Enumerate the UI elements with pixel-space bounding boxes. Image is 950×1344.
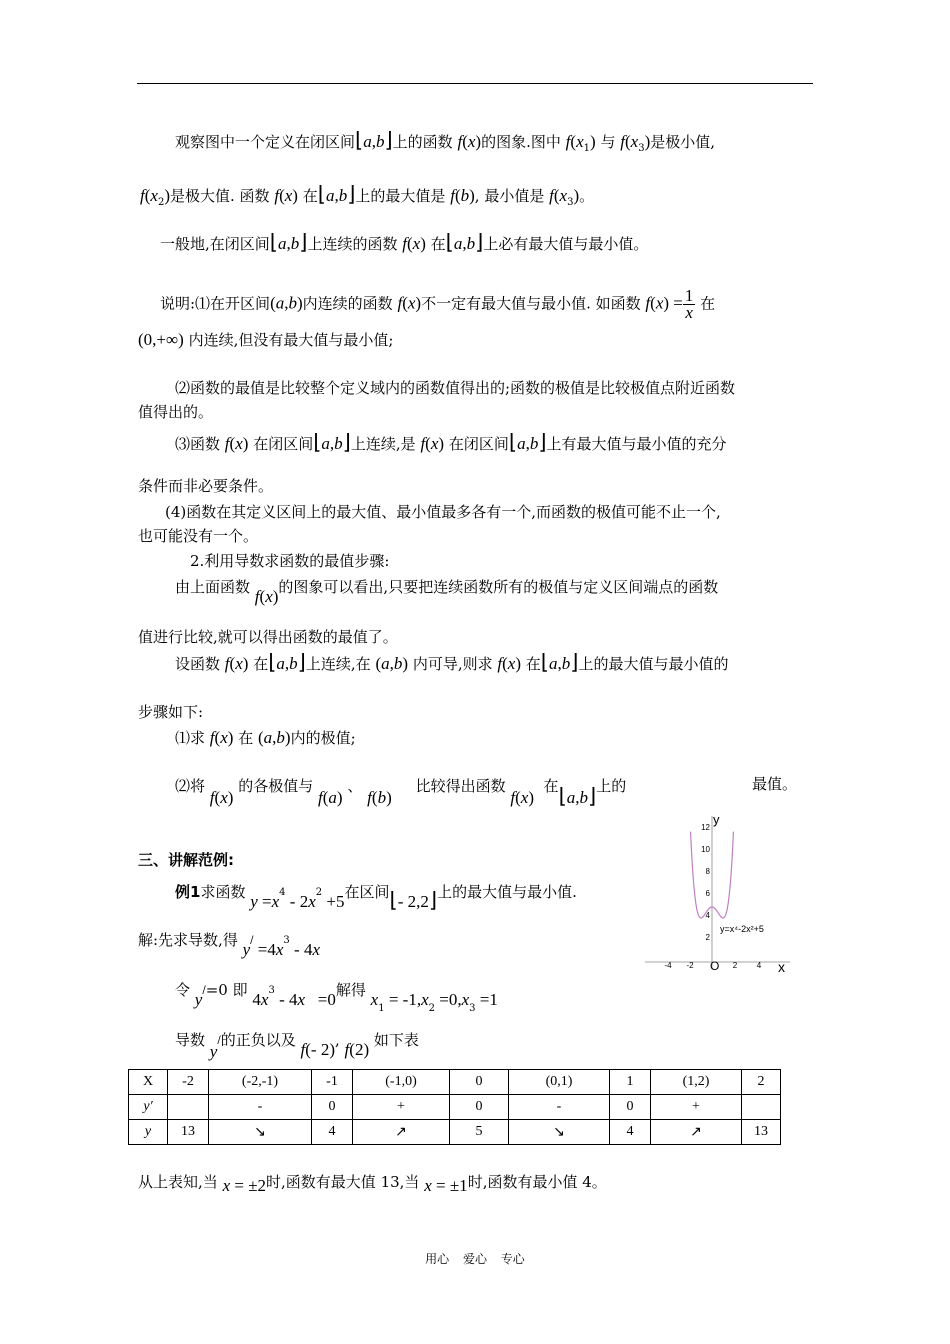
table-cell: 0: [450, 1095, 509, 1120]
table-cell: 5: [450, 1120, 509, 1145]
solution-line-2: 令 y/=0 即 $4x^3 - 4x =0$解得 $x_1 = -1,x_2 =0,x_3 =1$: [175, 981, 498, 1014]
para-2: 一般地,在闭区间⌊a,b⌋上连续的函数 f(x) 在⌊a,b⌋上必有最大值与最小值。: [160, 230, 649, 254]
table-cell: (0,1): [509, 1070, 610, 1095]
section-2-line-1: 由上面函数 f(x)的图象可以看出,只要把连续函数所有的极值与定义区间端点的函数: [175, 578, 719, 606]
x-tick-label: 2: [732, 961, 738, 970]
para-1: 观察图中一个定义在闭区间⌊a,b⌋上的函数 f(x)的图象.图中 $f(x_1)$ 与 $f(x_3)$是极小值,: [175, 128, 716, 154]
table-cell: ↘: [509, 1120, 610, 1145]
table-cell: +: [651, 1095, 742, 1120]
note-3-cont: 条件而非必要条件。: [138, 477, 274, 495]
curve-label: y=x⁴-2x²+5: [720, 924, 764, 934]
page-footer: 用心 爱心 专心: [425, 1252, 525, 1266]
step-1: ⑴求 f(x) 在 (a,b)内的极值;: [175, 728, 356, 747]
table-cell: [742, 1095, 781, 1120]
table-cell: -2: [168, 1070, 209, 1095]
y-tick-label: 10: [701, 845, 710, 854]
section-2-line-2: 值进行比较,就可以得出函数的最值了。: [138, 628, 398, 646]
x-axis-label: x: [778, 959, 785, 975]
table-cell: 0: [610, 1095, 651, 1120]
table-cell: -: [509, 1095, 610, 1120]
table-cell: 13: [168, 1120, 209, 1145]
table-cell: 4: [312, 1120, 353, 1145]
table-cell: (-1,0): [353, 1070, 450, 1095]
x-tick-label: -2: [686, 961, 694, 970]
x-tick-label: -4: [664, 961, 672, 970]
table-cell: [168, 1095, 209, 1120]
section-2-line-4: 步骤如下:: [138, 703, 204, 721]
table-cell: X: [129, 1070, 168, 1095]
table-cell: ↗: [353, 1120, 450, 1145]
function-graph: [640, 808, 810, 978]
sign-table: [128, 1069, 781, 1145]
note-4-cont: 也可能没有一个。: [138, 527, 259, 545]
note-2: ⑵函数的最值是比较整个定义域内的函数值得出的;函数的极值是比较极值点附近函数: [175, 379, 736, 397]
y-tick-label: 4: [705, 911, 710, 920]
para-1-cont: $f(x_2)$是极大值. 函数 f(x) 在⌊a,b⌋上的最大值是 f(b), 最小值是 $f(x_3)$。: [140, 182, 595, 208]
table-cell: (-2,-1): [209, 1070, 312, 1095]
section-3-heading: 三、讲解范例:: [138, 851, 234, 869]
step-2-end: 最值。: [752, 775, 798, 793]
step-2: ⑵将 f(x) 的各极值与 f(a) 、 f(b) 比较得出函数 f(x) 在⌊a,b⌋上的: [175, 777, 627, 808]
table-cell: -1: [312, 1070, 353, 1095]
table-cell: -: [209, 1095, 312, 1120]
solution-line-1: 解:先求导数,得 $y^/ =4x^3 - 4x$: [138, 931, 321, 959]
note-1-cont: (0,+∞) 内连续,但没有最大值与最小值;: [138, 330, 394, 349]
section-2-line-3: 设函数 f(x) 在⌊a,b⌋上连续,在 (a,b) 内可导,则求 f(x) 在⌊a,b⌋上的最大值与最小值的: [175, 650, 729, 674]
table-cell: ↗: [651, 1120, 742, 1145]
table-cell: y: [129, 1120, 168, 1145]
origin-label: O: [710, 959, 720, 973]
section-2-heading: 2.利用导数求函数的最值步骤:: [190, 552, 390, 570]
table-cell: 0: [312, 1095, 353, 1120]
y-axis-label: y: [713, 812, 720, 827]
note-1: 说明:⑴在开区间(a,b)内连续的函数 f(x)不一定有最大值与最小值. 如函数 f(x) = $\frac{1}{x}$ 在: [160, 286, 716, 322]
table-row-y: [129, 1120, 781, 1145]
table-cell: (1,2): [651, 1070, 742, 1095]
table-cell: +: [353, 1095, 450, 1120]
table-row-derivative: [129, 1095, 781, 1120]
table-cell: 13: [742, 1120, 781, 1145]
table-cell: 1: [610, 1070, 651, 1095]
y-tick-label: 6: [705, 889, 710, 898]
note-4: (4)函数在其定义区间上的最大值、最小值最多各有一个,而函数的极值可能不止一个,: [165, 503, 721, 521]
note-3: ⑶函数 f(x) 在闭区间⌊a,b⌋上连续,是 f(x) 在闭区间⌊a,b⌋上有最大值与最小值的充分: [175, 430, 727, 454]
table-cell: 2: [742, 1070, 781, 1095]
y-tick-label: 8: [705, 867, 710, 876]
table-cell: ↘: [209, 1120, 312, 1145]
solution-line-3: 导数 y/的正负以及 f(- 2), f(2) 如下表: [175, 1031, 419, 1061]
note-2-cont: 值得出的。: [138, 403, 214, 421]
x-tick-label: 4: [756, 961, 762, 970]
conclusion: 从上表知,当 x = ±2时,函数有最大值 13,当 x = ±1时,函数有最小值 4。: [138, 1173, 607, 1195]
table-cell: 4: [610, 1120, 651, 1145]
y-tick-label: 12: [701, 823, 710, 832]
y-tick-label: 2: [705, 933, 710, 942]
table-cell: 0: [450, 1070, 509, 1095]
header-rule: [137, 83, 813, 84]
table-row-x: [129, 1070, 781, 1095]
example-1: 例1求函数 $y =x^4 - 2x^2 +5$在区间⌊- 2,2⌋上的最大值与最小值.: [175, 883, 577, 912]
table-cell: y′: [129, 1095, 168, 1120]
